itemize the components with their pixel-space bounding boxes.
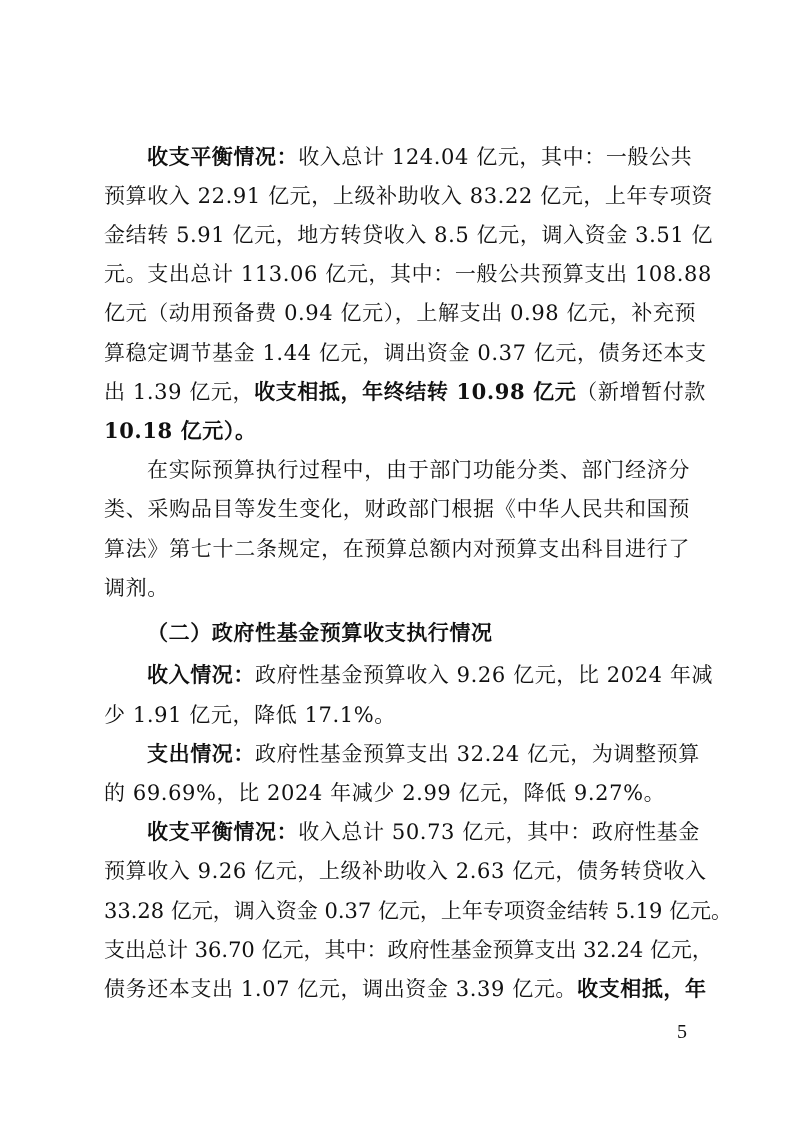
p5-line-1 xyxy=(147,817,700,847)
p3-line-2: 少 1.91 亿元，降低 17.1%。 xyxy=(104,703,396,727)
p4-line-1 xyxy=(147,739,700,769)
p2-line-4: 调剂。 xyxy=(104,576,169,600)
p1-line-1 xyxy=(147,142,693,172)
p5-line-5 xyxy=(104,974,707,1004)
section-heading-2: （二）政府性基金预算收支执行情况 xyxy=(147,620,493,645)
p4-line-1-text: 政府性基金预算支出 32.24 亿元，为调整预算 xyxy=(255,742,700,766)
page-number: 5 xyxy=(677,1021,687,1043)
p2-line-1: 在实际预算执行过程中，由于部门功能分类、部门经济分 xyxy=(147,458,690,482)
p5-line-3: 33.28 亿元，调入资金 0.37 亿元，上年专项资金结转 5.19 亿元。 xyxy=(104,899,733,923)
p5-line-5-a: 债务还本支出 1.07 亿元，调出资金 3.39 亿元。 xyxy=(104,977,578,1001)
p3-bold-head: 收入情况： xyxy=(147,662,255,687)
p3-line-1-text: 政府性基金预算收入 9.26 亿元，比 2024 年减 xyxy=(255,663,714,687)
p1-bold-head: 收支平衡情况： xyxy=(147,144,299,169)
p4-line-2: 的 69.69%，比 2024 年减少 2.99 亿元，降低 9.27%。 xyxy=(104,781,666,805)
p1-line-4: 元。支出总计 113.06 亿元，其中：一般公共预算支出 108.88 xyxy=(104,262,712,286)
p1-line-8: 10.18 亿元）。 xyxy=(104,418,257,443)
p1-bold-balance: 收支相抵，年终结转 10.98 亿元 xyxy=(254,379,577,404)
p2-line-2: 类、采购品目等发生变化，财政部门根据《中华人民共和国预 xyxy=(104,497,690,521)
p5-bold-head: 收支平衡情况： xyxy=(147,819,299,844)
p1-line-6: 算稳定调节基金 1.44 亿元，调出资金 0.37 亿元，债务还本支 xyxy=(104,341,707,365)
p2-line-3: 算法》第七十二条规定，在预算总额内对预算支出科目进行了 xyxy=(104,537,690,561)
p1-line-2: 预算收入 22.91 亿元，上级补助收入 83.22 亿元，上年专项资 xyxy=(104,184,713,208)
p1-line-7 xyxy=(104,377,706,407)
p5-bold-balance: 收支相抵，年 xyxy=(577,976,707,1001)
p5-line-2: 预算收入 9.26 亿元，上级补助收入 2.63 亿元，债务转贷收入 xyxy=(104,859,707,883)
p1-line-1-text: 收入总计 124.04 亿元，其中：一般公共 xyxy=(298,145,693,169)
p1-line-7-a: 出 1.39 亿元， xyxy=(104,380,255,404)
p5-line-1-text: 收入总计 50.73 亿元，其中：政府性基金 xyxy=(298,820,700,844)
p4-bold-head: 支出情况： xyxy=(147,741,255,766)
p3-line-1 xyxy=(147,660,714,690)
p5-line-4: 支出总计 36.70 亿元，其中：政府性基金预算支出 32.24 亿元， xyxy=(104,938,713,962)
p1-line-3: 金结转 5.91 亿元，地方转贷收入 8.5 亿元，调入资金 3.51 亿 xyxy=(104,223,714,247)
p1-line-5: 亿元（动用预备费 0.94 亿元），上解支出 0.98 亿元，补充预 xyxy=(104,301,697,325)
p1-line-7-c: （新增暂付款 xyxy=(576,380,706,404)
